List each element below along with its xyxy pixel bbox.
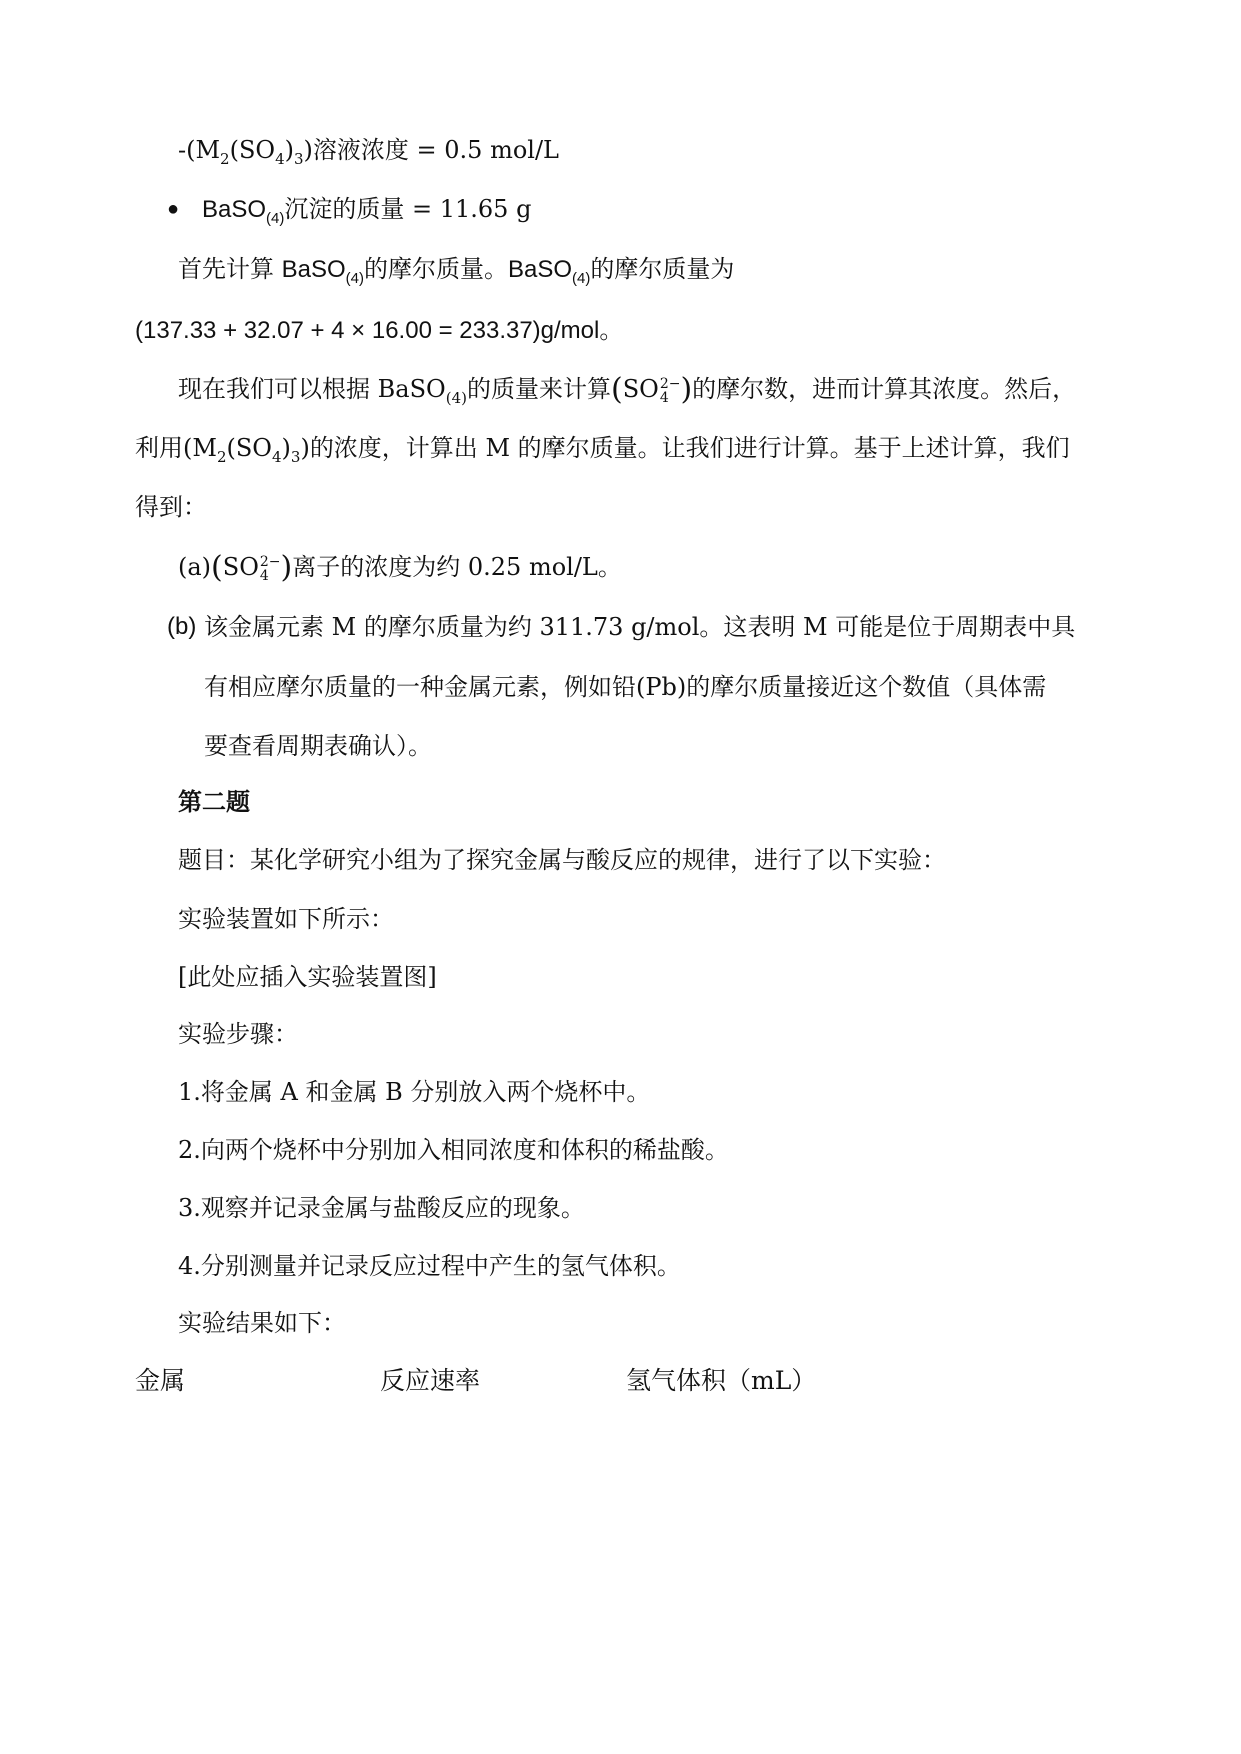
step-1 — [178, 1075, 650, 1109]
so4-base: SO — [222, 553, 259, 581]
sub-paren-close: ) — [585, 269, 591, 287]
step3-text: 3.观察并记录金属与盐酸反应的现象。 — [178, 1194, 585, 1222]
steps-title — [178, 1017, 298, 1051]
sub-paren-open: ( — [266, 209, 272, 227]
get-line — [135, 490, 207, 524]
b-label — [167, 610, 196, 644]
get-text: 得到： — [135, 493, 207, 521]
use-conc-line — [135, 431, 1070, 465]
now-a: 现在我们可以根据 BaSO — [178, 375, 446, 403]
first-calc-a: 首先计算 — [178, 255, 282, 283]
sub-4: 4 — [275, 149, 285, 168]
so-text: (SO — [229, 136, 276, 164]
table-header-metal — [135, 1364, 185, 1398]
sub-4: 4 — [350, 269, 360, 287]
results-line — [178, 1306, 346, 1340]
first-calc-line — [178, 252, 734, 287]
answer-b-line-2 — [204, 670, 1046, 704]
so4-scripts — [660, 377, 681, 405]
header-metal: 金属 — [135, 1366, 186, 1395]
sub-paren-open: ( — [572, 269, 578, 287]
sub-3: 3 — [290, 447, 301, 466]
close-paren: ) — [284, 136, 294, 164]
sub-paren-close: ) — [359, 269, 365, 287]
sub-3: 3 — [294, 149, 304, 168]
big-paren-close: ) — [680, 372, 693, 407]
big-paren-open: ( — [610, 372, 623, 407]
close-paren: ) — [303, 136, 313, 164]
sub-4: 4 — [271, 209, 280, 227]
steps-title-text: 实验步骤： — [178, 1020, 298, 1048]
sub-4: 4 — [271, 447, 282, 466]
first-calc-c: 的摩尔质量为 — [590, 255, 735, 283]
sub-paren-open: ( — [345, 269, 351, 287]
placeholder-text: [此处应插入实验装置图] — [178, 963, 437, 991]
b-line2: 有相应摩尔质量的一种金属元素，例如铅(Pb)的摩尔质量接近这个数值（具体需 — [204, 673, 1047, 701]
concentration-line — [178, 133, 559, 167]
molar-expr: (137.33 + 32.07 + 4 × 16.00 = 233.37)g/mol。 — [135, 317, 624, 344]
sub-4: 4 — [451, 388, 462, 407]
first-calc-b: 的摩尔质量。 — [364, 255, 509, 283]
bullet-icon: ● — [167, 198, 180, 220]
results-text: 实验结果如下： — [178, 1309, 346, 1337]
so4-base: SO — [622, 375, 659, 403]
table-header-rate — [380, 1364, 480, 1398]
so4-scripts — [260, 555, 281, 583]
so4-sub: 4 — [259, 567, 269, 584]
b-line3: 要查看周期表确认）。 — [204, 732, 432, 760]
close-paren: ) — [281, 434, 291, 462]
now-b: 的质量来计算 — [466, 375, 611, 403]
q2-title: 第二题 — [178, 789, 250, 816]
molar-mass-expression — [135, 314, 623, 348]
so4-sup: 2− — [259, 553, 281, 570]
apparatus-text: 实验装置如下所示： — [178, 905, 394, 933]
so4-sup: 2− — [659, 375, 681, 392]
baso4-tail: 沉淀的质量 = 11.65 g — [284, 195, 532, 223]
so4-sub: 4 — [659, 389, 669, 406]
big-paren-close: ) — [280, 550, 293, 585]
step2-text: 2.向两个烧杯中分别加入相同浓度和体积的稀盐酸。 — [178, 1136, 729, 1164]
conc-tail: 溶液浓度 = 0.5 mol/L — [312, 136, 559, 164]
baso4-mass-line — [202, 192, 531, 227]
use-a: 利用(M — [135, 434, 217, 462]
step4-text: 4.分别测量并记录反应过程中产生的氢气体积。 — [178, 1252, 681, 1280]
sub-paren-close: ) — [461, 388, 467, 407]
answer-a-line — [178, 550, 622, 585]
conc-prefix: -(M — [178, 136, 221, 164]
baso4-label: BaSO — [202, 196, 267, 223]
sub-4: 4 — [577, 269, 586, 287]
header-rate: 反应速率 — [380, 1366, 481, 1395]
step-3 — [178, 1191, 585, 1225]
apparatus-line — [178, 902, 394, 936]
header-volume: 氢气体积（mL） — [626, 1366, 817, 1395]
question-2-topic — [178, 843, 946, 877]
so-text: (SO — [226, 434, 272, 462]
baso4-label: BaSO — [508, 256, 573, 283]
question-2-title — [178, 786, 250, 820]
figure-placeholder — [178, 960, 437, 994]
sub-paren-close: ) — [279, 209, 285, 227]
answer-b-line-1 — [204, 610, 1075, 644]
answer-b-line-3 — [204, 729, 432, 763]
baso4-label: BaSO — [281, 256, 346, 283]
a-tail: 离子的浓度为约 0.25 mol/L。 — [292, 553, 622, 581]
a-prefix: (a) — [178, 553, 212, 581]
step-2 — [178, 1133, 729, 1167]
sub-2: 2 — [216, 447, 227, 466]
q2-topic: 题目：某化学研究小组为了探究金属与酸反应的规律，进行了以下实验： — [178, 846, 946, 874]
step1-text: 1.将金属 A 和金属 B 分别放入两个烧杯中。 — [178, 1078, 651, 1106]
b-label-text: (b) — [167, 613, 197, 640]
now-calc-line — [178, 372, 1076, 407]
sub-2: 2 — [220, 149, 230, 168]
big-paren-open: ( — [211, 550, 223, 585]
table-header-volume — [626, 1364, 816, 1398]
now-c: 的摩尔数，进而计算其浓度。然后， — [692, 375, 1077, 403]
b-line1: 该金属元素 M 的摩尔质量为约 311.73 g/mol。这表明 M 可能是位于周期表中具 — [204, 613, 1076, 641]
sub-paren-open: ( — [445, 388, 452, 407]
use-b: 的浓度，计算出 M 的摩尔质量。让我们进行计算。基于上述计算，我们 — [309, 434, 1070, 462]
close-paren: ) — [300, 434, 310, 462]
step-4 — [178, 1249, 681, 1283]
